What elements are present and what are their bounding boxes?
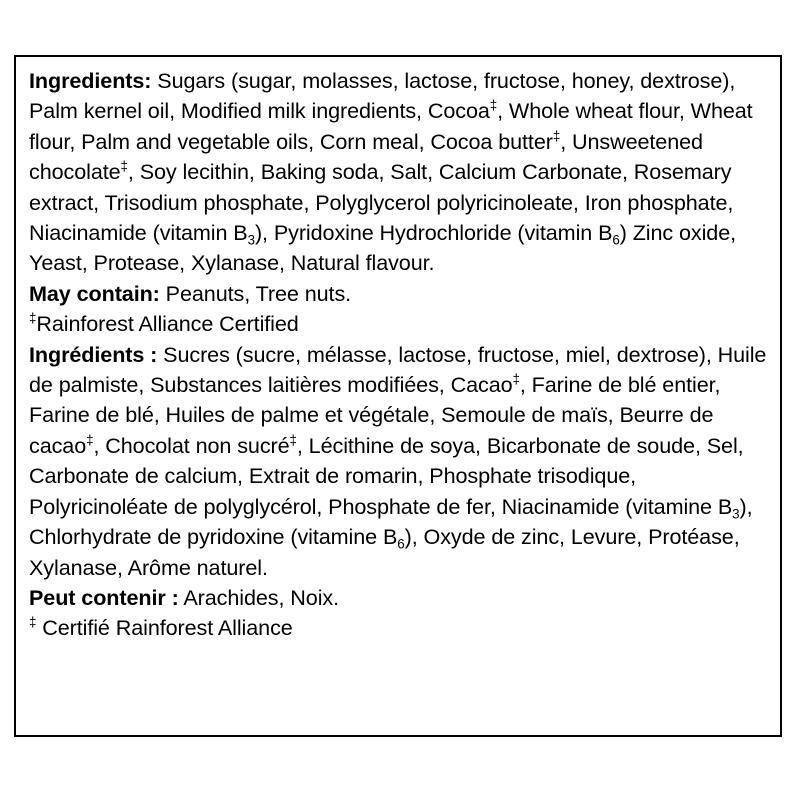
english-dagger-mark-3: ‡ (120, 158, 128, 174)
english-dagger-mark-1: ‡ (489, 98, 498, 114)
english-ingredients-paragraph (29, 66, 767, 279)
french-may-contain-text: Arachides, Noix. (178, 584, 339, 610)
french-subscript-6: 6 (397, 536, 405, 552)
english-ingredients-text-e: ), Pyridoxine Hydrochloride (vitamin B (254, 220, 613, 246)
english-may-contain-heading: May contain: (29, 280, 160, 306)
english-ingredients-text-a: Sugars (sugar, molasses, lactose, fructose, honey, dextrose), Palm kernel oil, Modified milk ingredients, Cocoa (29, 68, 736, 124)
french-may-contain-line (29, 583, 767, 613)
french-ingredients-text-b: , Farine de blé entier, Farine de blé, Huiles de palme et végétale, Semoule de maïs, Beurre de cacao (29, 372, 721, 458)
english-ingredients-text-f: ) Zinc oxide, Yeast, Protease, Xylanase, Natural flavour. (29, 220, 737, 276)
french-cert-text: Certifié Rainforest Alliance (36, 615, 293, 641)
english-may-contain-line (29, 279, 767, 309)
french-ingredients-text-e: ), Chlorhydrate de pyridoxine (vitamine B (29, 493, 753, 550)
english-cert-dagger: ‡ (29, 310, 37, 326)
english-subscript-3: 3 (247, 232, 255, 248)
french-ingredients-text-f: ), Oxyde de zinc, Levure, Protéase, Xylanase, Arôme naturel. (29, 524, 740, 580)
french-subscript-3: 3 (732, 505, 740, 521)
french-dagger-mark-3: ‡ (289, 432, 297, 448)
english-ingredients-text-c: , Unsweetened chocolate (29, 128, 703, 185)
english-certification-line (29, 309, 767, 339)
french-dagger-mark-1: ‡ (512, 371, 520, 387)
english-cert-text: Rainforest Alliance Certified (36, 311, 299, 337)
english-ingredients-heading: Ingredients: (29, 68, 152, 93)
ingredient-label (14, 55, 782, 737)
english-ingredients-text-d: , Soy lecithin, Baking soda, Salt, Calcium Carbonate, Rosemary extract, Trisodium phosphate, Polyglycerol polyricinoleate, Iron phosphate, Niacinamide (vitamin B (29, 159, 734, 246)
french-cert-dagger: ‡ (29, 615, 37, 631)
french-ingredients-text-d: , Lécithine de soya, Bicarbonate de soude, Sel, Carbonate de calcium, Extrait de romarin, Phosphate trisodique, Polyricinoléate de polyglycérol, Phosphate de fer, Niacinamide (vitamine B (29, 432, 744, 519)
french-dagger-mark-2: ‡ (86, 432, 94, 448)
english-subscript-6: 6 (612, 232, 620, 248)
french-ingredients-text-a: Sucres (sucre, mélasse, lactose, fructose, miel, dextrose), Huile de palmiste, Substances laitières modifiées, Cacao (29, 341, 767, 398)
french-ingredients-heading: Ingrédients : (29, 341, 158, 367)
french-may-contain-heading: Peut contenir : (29, 584, 179, 610)
english-ingredients-text-b: , Whole wheat flour, Wheat flour, Palm and vegetable oils, Corn meal, Cocoa butter (29, 98, 753, 154)
english-may-contain-text: Peanuts, Tree nuts. (159, 280, 352, 306)
french-certification-line (29, 613, 767, 643)
french-ingredients-text-c: , Chocolat non sucré (93, 432, 290, 458)
french-ingredients-paragraph (29, 340, 767, 583)
english-dagger-mark-2: ‡ (552, 128, 561, 144)
